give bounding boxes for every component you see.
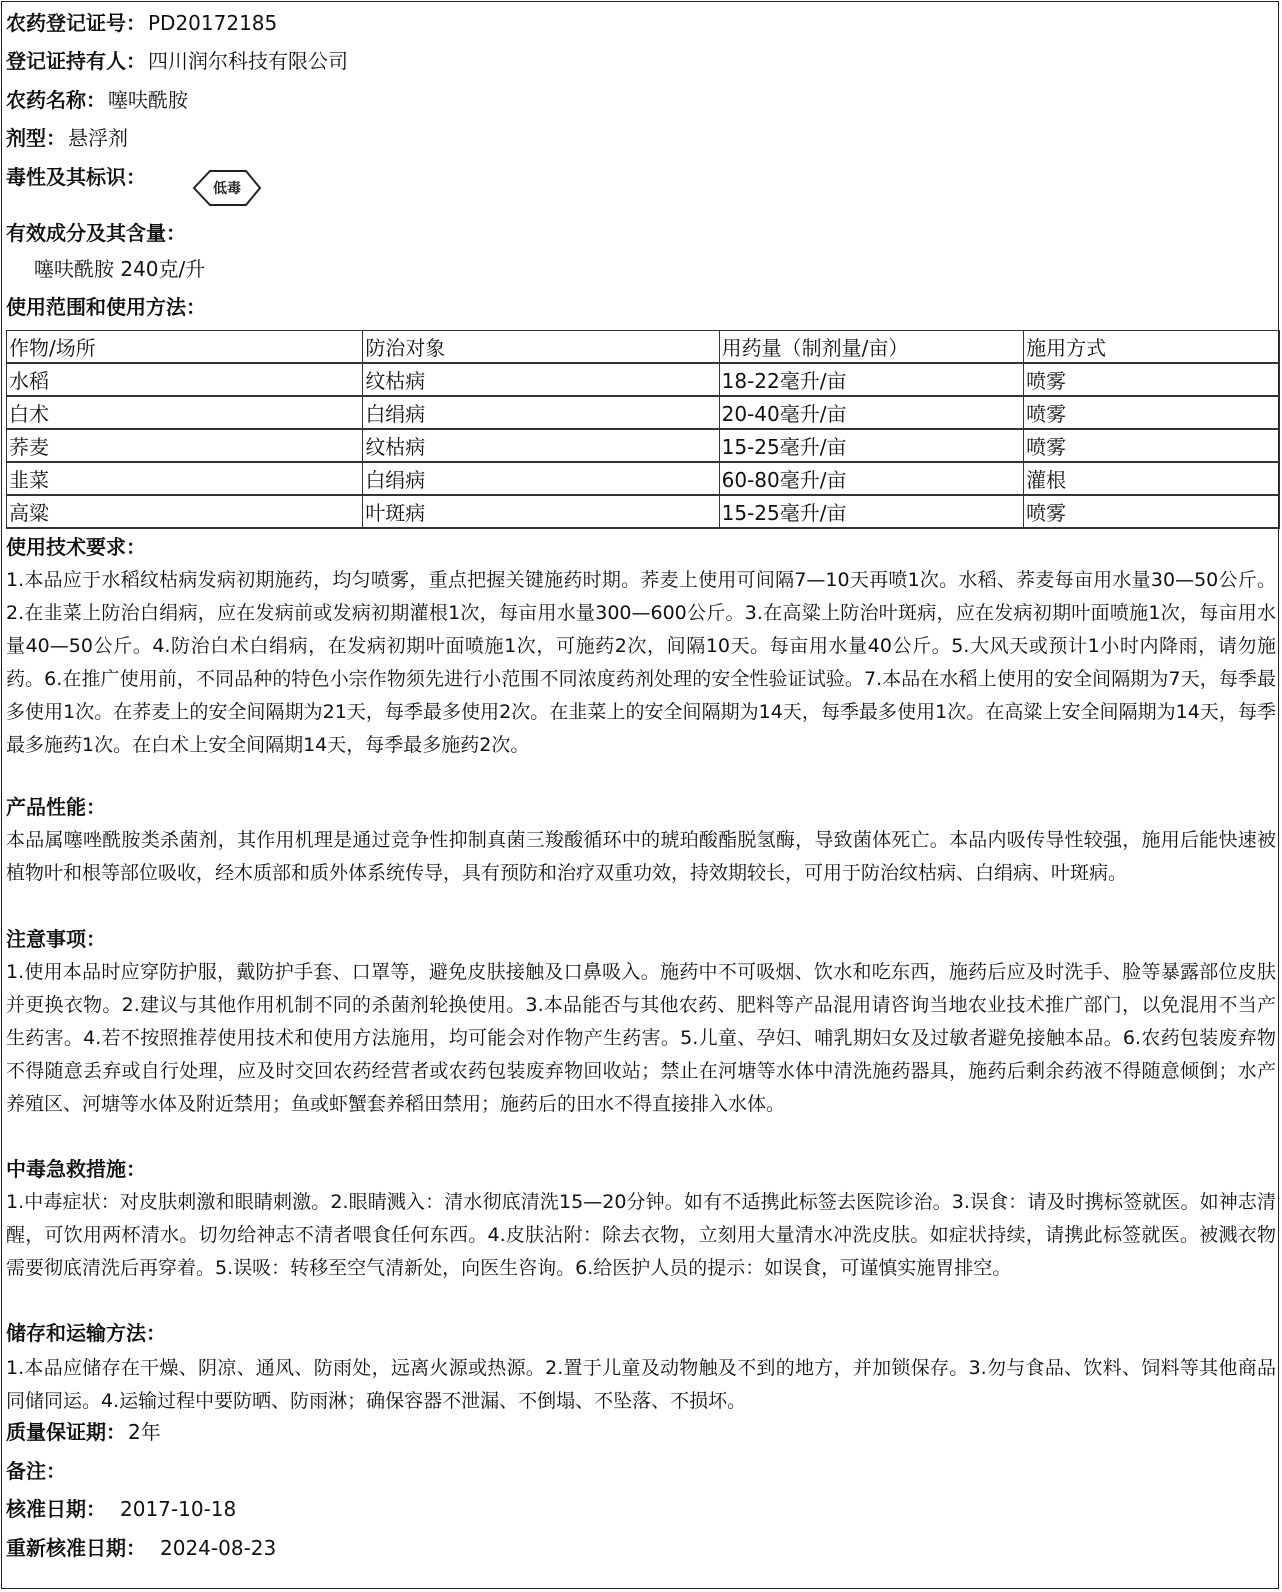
column-header: 防治对象 — [363, 331, 719, 364]
holder-row — [6, 48, 348, 74]
first-aid-text: 1.中毒症状：对皮肤刺激和眼睛刺激。2.眼睛溅入：清水彻底清洗15—20分钟。如有不适携此标签去医院诊治。3.误食：请及时携标签就医。如神志清醒，可饮用两杯清水。切勿给神志不清者喂食任何东西。4.皮肤沾附：除去衣物，立刻用大量清水冲洗皮肤。如症状持续，请携此标签就医。被溅衣物需要彻底清洗后再穿着。5.误吸：转移至空气清新处，向医生咨询。6.给医护人员的提示：如误食，可谨慎实施胃排空。 — [6, 1191, 1276, 1279]
approval-date-value: 2017-10-18 — [120, 1497, 237, 1521]
registration-number-row — [6, 10, 277, 36]
target-cell: 白绢病 — [363, 462, 719, 495]
performance-heading: 产品性能： — [6, 795, 106, 819]
crop-cell: 水稻 — [7, 363, 363, 396]
crop-cell: 韭菜 — [7, 462, 363, 495]
reapproval-date-row — [6, 1535, 276, 1561]
method-cell: 喷雾 — [1024, 495, 1280, 528]
dosage-cell: 18-22毫升/亩 — [719, 363, 1024, 396]
crop-cell: 高粱 — [7, 495, 363, 528]
registration-number-value: PD20172185 — [148, 11, 278, 35]
label-document — [1, 1, 1279, 1589]
cautions-heading: 注意事项： — [6, 927, 106, 951]
reapproval-date-value: 2024-08-23 — [160, 1536, 277, 1560]
warranty-value: 2年 — [128, 1420, 161, 1444]
method-cell: 灌根 — [1024, 462, 1280, 495]
table-row — [7, 429, 1280, 462]
crop-cell: 白术 — [7, 396, 363, 429]
formulation-label: 剂型： — [6, 126, 66, 150]
approval-date-label: 核准日期： — [6, 1497, 106, 1521]
table-row — [7, 495, 1280, 528]
dosage-cell: 15-25毫升/亩 — [719, 495, 1024, 528]
warranty-label: 质量保证期： — [6, 1420, 126, 1444]
table-row — [7, 462, 1280, 495]
pesticide-name-value: 噻呋酰胺 — [108, 88, 188, 112]
target-cell: 纹枯病 — [363, 429, 719, 462]
formulation-row — [6, 125, 128, 151]
remark-row — [6, 1458, 66, 1484]
first-aid-heading: 中毒急救措施： — [6, 1157, 146, 1181]
toxicity-label: 毒性及其标识： — [6, 165, 146, 189]
performance-text: 本品属噻唑酰胺类杀菌剂，其作用机理是通过竞争性抑制真菌三羧酸循环中的琥珀酸酯脱氢酶，导致菌体死亡。本品内吸传导性较强，施用后能快速被植物叶和根等部位吸收，经木质部和质外体系统传导，具有预防和治疗双重功效，持效期较长，可用于防治纹枯病、白绢病、叶斑病。 — [6, 829, 1276, 884]
storage-text: 1.本品应储存在干燥、阴凉、通风、防雨处，远离火源或热源。2.置于儿童及动物触及不到的地方，并加锁保存。3.勿与食品、饮料、饲料等其他商品同储同运。4.运输过程中要防晒、防雨淋；确保容器不泄漏、不倒塌、不坠落、不损坏。 — [6, 1357, 1276, 1412]
registration-number-label: 农药登记证号： — [6, 11, 146, 35]
usage-table-header — [7, 331, 1280, 364]
column-header: 施用方式 — [1024, 331, 1280, 364]
pesticide-name-label: 农药名称： — [6, 88, 106, 112]
table-row — [7, 363, 1280, 396]
warranty-row — [6, 1419, 161, 1445]
approval-date-row — [6, 1496, 236, 1522]
ingredient-heading: 有效成分及其含量： — [6, 221, 186, 245]
dosage-cell: 60-80毫升/亩 — [719, 462, 1024, 495]
method-cell: 喷雾 — [1024, 429, 1280, 462]
pesticide-name-row — [6, 87, 188, 113]
crop-cell: 荞麦 — [7, 429, 363, 462]
method-cell: 喷雾 — [1024, 363, 1280, 396]
method-cell: 喷雾 — [1024, 396, 1280, 429]
storage-heading: 储存和运输方法： — [6, 1321, 166, 1345]
tech-requirements-heading: 使用技术要求： — [6, 535, 146, 559]
ingredient-value: 噻呋酰胺 240克/升 — [34, 257, 206, 281]
remark-label: 备注： — [6, 1459, 66, 1483]
toxicity-row — [6, 164, 146, 190]
toxicity-badge-text: 低毒 — [213, 181, 241, 197]
dosage-cell: 20-40毫升/亩 — [719, 396, 1024, 429]
holder-label: 登记证持有人： — [6, 49, 146, 73]
dosage-cell: 15-25毫升/亩 — [719, 429, 1024, 462]
target-cell: 白绢病 — [363, 396, 719, 429]
usage-heading: 使用范围和使用方法： — [6, 295, 206, 319]
tech-requirements-text: 1.本品应于水稻纹枯病发病初期施药，均匀喷雾，重点把握关键施药时期。荞麦上使用可间隔7—10天再喷1次。水稻、荞麦每亩用水量30—50公斤。2.在韭菜上防治白绢病，应在发病前或发病初期灌根1次，每亩用水量300—600公斤。3.在高粱上防治叶斑病，应在发病初期叶面喷施1次，每亩用水量40—50公斤。4.防治白术白绢病，在发病初期叶面喷施1次，可施药2次，间隔10天。每亩用水量40公斤。5.大风天或预计1小时内降雨，请勿施药。6.在推广使用前，不同品种的特色小宗作物须先进行小范围不同浓度药剂处理的安全性验证试验。7.本品在水稻上使用的安全间隔期为7天，每季最多使用1次。在荞麦上的安全间隔期为21天，每季最多使用2次。在韭菜上的安全间隔期为14天，每季最多使用1次。在高粱上安全间隔期为14天，每季最多施药1次。在白术上安全间隔期14天，每季最多施药2次。 — [6, 569, 1276, 756]
cautions-text: 1.使用本品时应穿防护服，戴防护手套、口罩等，避免皮肤接触及口鼻吸入。施药中不可吸烟、饮水和吃东西，施药后应及时洗手、脸等暴露部位皮肤并更换衣物。2.建议与其他作用机制不同的杀菌剂轮换使用。3.本品能否与其他农药、肥料等产品混用请咨询当地农业技术推广部门，以免混用不当产生药害。4.若不按照推荐使用技术和使用方法施用，均可能会对作物产生药害。5.儿童、孕妇、哺乳期妇女及过敏者避免接触本品。6.农药包装废弃物不得随意丢弃或自行处理，应及时交回农药经营者或农药包装废弃物回收站；禁止在河塘等水体中清洗施药器具，施药后剩余药液不得随意倾倒；水产养殖区、河塘等水体及附近禁用；鱼或虾蟹套养稻田禁用；施药后的田水不得直接排入水体。 — [6, 961, 1276, 1115]
holder-value: 四川润尔科技有限公司 — [148, 49, 348, 73]
formulation-value: 悬浮剂 — [68, 126, 128, 150]
column-header: 用药量（制剂量/亩） — [719, 331, 1024, 364]
column-header: 作物/场所 — [7, 331, 363, 364]
usage-table — [6, 330, 1280, 529]
reapproval-date-label: 重新核准日期： — [6, 1536, 146, 1560]
target-cell: 纹枯病 — [363, 363, 719, 396]
table-row — [7, 396, 1280, 429]
low-toxicity-diamond-icon — [190, 165, 262, 211]
target-cell: 叶斑病 — [363, 495, 719, 528]
